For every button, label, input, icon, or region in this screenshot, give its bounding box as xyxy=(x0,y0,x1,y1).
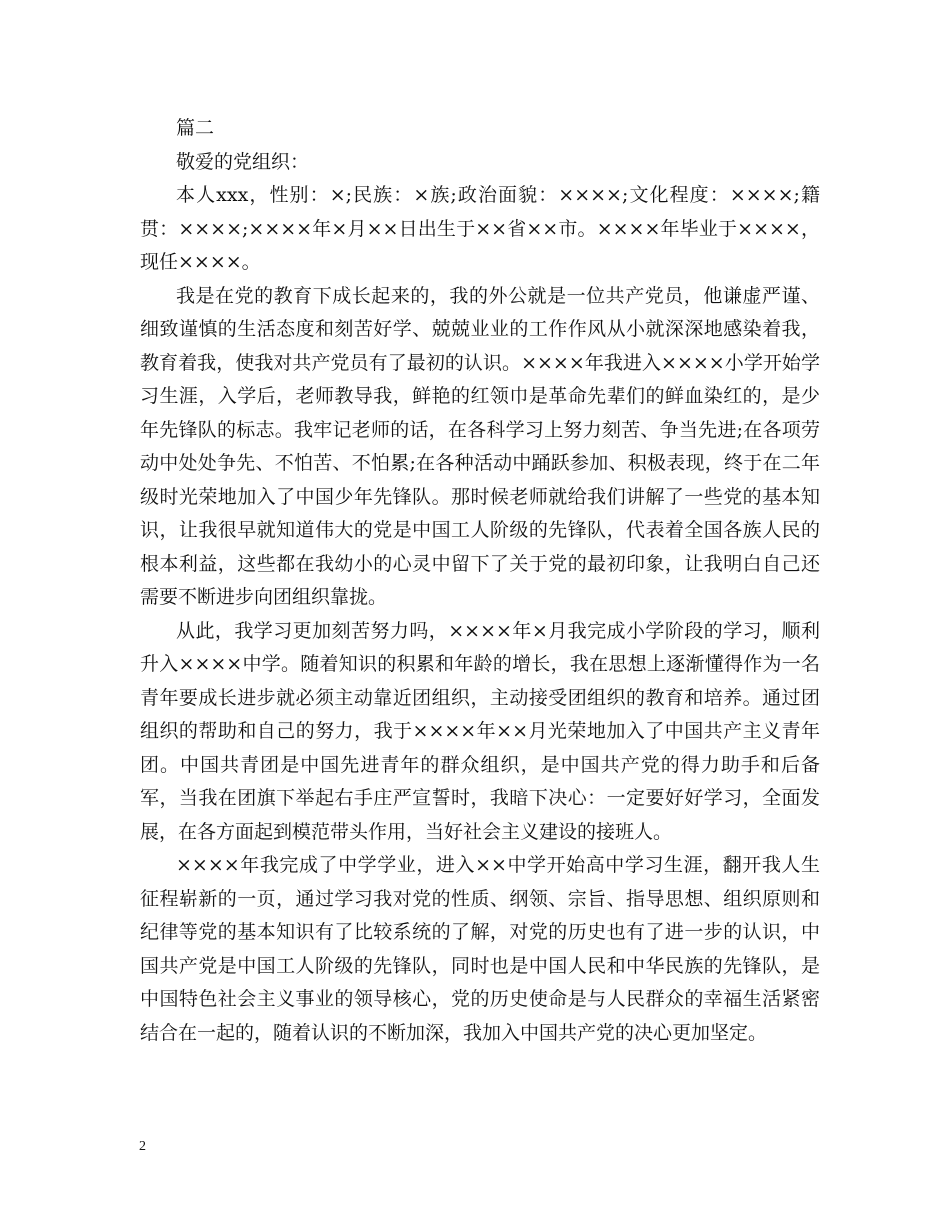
section-title: 篇二 xyxy=(176,117,215,139)
paragraph-childhood: 我是在党的教育下成长起来的，我的外公就是一位共产党员，他谦虚严谨、细致谨慎的生活态度和刻苦好学、兢兢业业的工作作风从小就深深地感染着我，教育着我，使我对共产党员有了最初的认识。××××年我进入××××小学开始学习生涯，入学后，老师教导我，鲜艳的红领巾是革命先辈们的鲜血染红的，是少年先锋队的标志。我牢记老师的话，在各科学习上努力刻苦、争当先进;在各项劳动中处处争先、不怕苦、不怕累;在各种活动中踊跃参加、积极表现，终于在二年级时光荣地加入了中国少年先锋队。那时候老师就给我们讲解了一些党的基本知识，让我很早就知道伟大的党是中国工人阶级的先锋队，代表着全国各族人民的根本利益，这些都在我幼小的心灵中留下了关于党的最初印象，让我明白自己还需要不断进步向团组织靠拢。 xyxy=(140,284,820,608)
paragraph-high-school: ××××年我完成了中学学业，进入××中学开始高中学习生涯，翻开我人生征程崭新的一页，通过学习我对党的性质、纲领、宗旨、指导思想、组织原则和纪律等党的基本知识有了比较系统的了解，对党的历史也有了进一步的认识，中国共产党是中国工人阶级的先锋队，同时也是中国人民和中华民族的先锋队，是中国特色社会主义事业的领导核心，党的历史使命是与人民群众的幸福生活紧密结合在一起的，随着认识的不断加深，我加入中国共产党的决心更加坚定。 xyxy=(140,854,820,1044)
salutation: 敬爱的党组织： xyxy=(176,150,310,173)
paragraph-personal-info: 本人xxx，性别：×;民族：×族;政治面貌：××××;文化程度：××××;籍贯：××××;××××年×月××日出生于××省××市。××××年毕业于××××，现任××××。 xyxy=(140,184,820,273)
document-body xyxy=(140,112,820,1050)
paragraph-middle-school: 从此，我学习更加刻苦努力吗，××××年×月我完成小学阶段的学习，顺利升入××××中学。随着知识的积累和年龄的增长，我在思想上逐渐懂得作为一名青年要成长进步就必须主动靠近团组织，主动接受团组织的教育和培养。通过团组织的帮助和自己的努力，我于××××年××月光荣地加入了中国共产主义青年团。中国共青团是中国先进青年的群众组织，是中国共产党的得力助手和后备军，当我在团旗下举起右手庄严宣誓时，我暗下决心：一定要好好学习，全面发展，在各方面起到模范带头作用，当好社会主义建设的接班人。 xyxy=(140,619,820,843)
page-number: 2 xyxy=(139,1139,146,1154)
